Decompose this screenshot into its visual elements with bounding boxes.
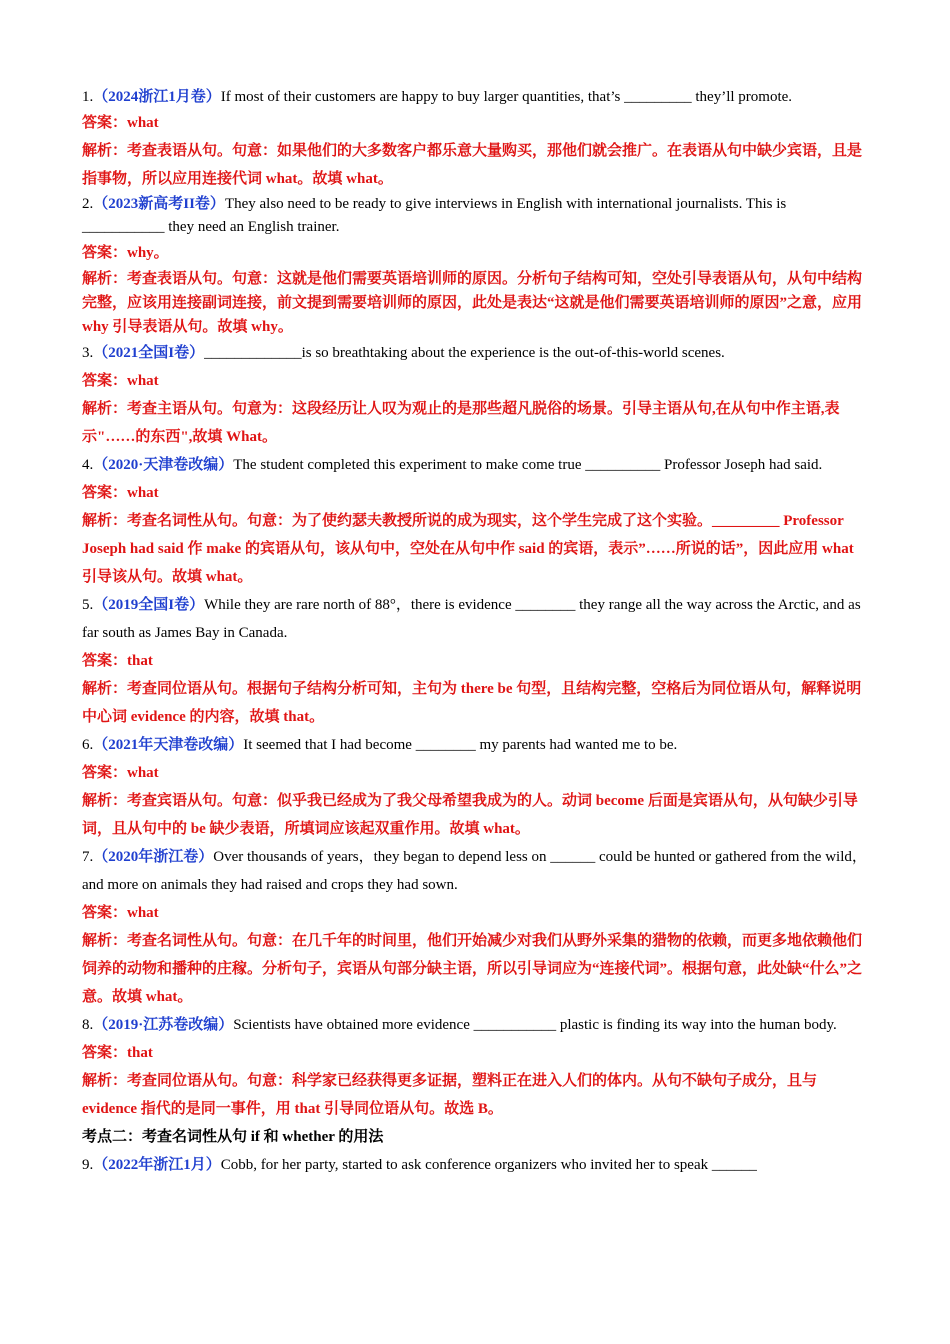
question-source: （2022年浙江1月） [93,1157,221,1173]
question-3 [82,339,872,367]
question-number: 9. [82,1157,94,1173]
question-number: 8. [82,1017,94,1033]
question-text: If most of their customers are happy to buy larger quantities, that’s _________ they’ll promote. [220,89,793,105]
question-source: （2019全国I卷） [93,597,205,613]
answer-8: 答案：that [82,1045,153,1061]
question-2 [82,193,872,239]
question-7 [82,843,872,899]
question-number: 2. [82,196,94,212]
question-1 [82,86,872,109]
question-text: It seemed that I had become ________ my parents had wanted me to be. [243,737,678,753]
explanation-5: 解析：考查同位语从句。根据句子结构分析可知，主句为 there be 句型，且结构完整，空格后为同位语从句，解释说明中心词 evidence 的内容，故填 that。 [82,681,862,725]
explanation-4: 解析：考查名词性从句。句意：为了使约瑟夫教授所说的成为现实，这个学生完成了这个实验。_________ Professor Joseph had said 作 make 的宾语从句，该从句中，空处在从句中作 said 的宾语，表示”……所说的话”，因此应用 what 引导该从句。故填 what。 [82,513,854,585]
question-5 [82,591,872,647]
document-page [82,86,872,1179]
question-4 [82,451,872,479]
explanation-7: 解析：考查名词性从句。句意：在几千年的时间里，他们开始减少对我们从野外采集的猎物的依赖，而更多地依赖他们饲养的动物和播种的庄稼。分析句子，宾语从句部分缺主语，所以引导词应为“连接代词”。根据句意，此处缺“什么”之意。故填 what。 [82,933,863,1005]
question-source: （2024浙江1月卷） [93,89,221,105]
answer-5: 答案：that [82,653,153,669]
answer-4: 答案：what [82,485,159,501]
question-number: 5. [82,597,94,613]
question-text: _____________is so breathtaking about the experience is the out-of-this-world scenes. [204,345,725,361]
question-number: 1. [82,89,94,105]
question-source: （2023新高考II卷） [93,196,225,212]
question-number: 3. [82,345,94,361]
answer-7: 答案：what [82,905,159,921]
question-9 [82,1151,872,1179]
answer-2: 答案：why。 [82,245,169,261]
explanation-3: 解析：考查主语从句。句意为：这段经历让人叹为观止的是那些超凡脱俗的场景。引导主语从句,在从句中作主语,表示"……的东西",故填 What。 [82,401,840,445]
explanation-6: 解析：考查宾语从句。句意：似乎我已经成为了我父母希望我成为的人。动词 become 后面是宾语从句，从句缺少引导词，且从句中的 be 缺少表语，所填词应该起双重作用。故填 what。 [82,793,858,837]
answer-3: 答案：what [82,373,159,389]
question-text: Scientists have obtained more evidence ___________ plastic is finding its way into the human body. [233,1017,837,1033]
answer-6: 答案：what [82,765,159,781]
question-text: The student completed this experiment to make come true __________ Professor Joseph had said. [233,457,823,473]
question-source: （2021全国I卷） [93,345,205,361]
question-source: （2021年天津卷改编） [93,737,244,753]
question-source: （2019·江苏卷改编） [93,1017,234,1033]
question-number: 7. [82,849,94,865]
question-number: 4. [82,457,94,473]
question-source: （2020年浙江卷） [93,849,214,865]
question-text: They also need to be ready to give interviews in English with international journalists. This is ___________ they need an English trainer. [82,196,787,235]
question-text: Cobb, for her party, started to ask conference organizers who invited her to speak ______ [220,1157,757,1173]
question-8 [82,1011,872,1039]
question-number: 6. [82,737,94,753]
question-text: While they are rare north of 88°，there is evidence ________ they range all the way across the Arctic, and as far south as James Bay in Canada. [82,597,861,641]
answer-1: 答案：what [82,115,159,131]
explanation-1: 解析：考查表语从句。句意：如果他们的大多数客户都乐意大量购买，那他们就会推广。在表语从句中缺少宾语，且是指事物，所以应用连接代词 what。故填 what。 [82,143,863,187]
question-text: Over thousands of years，they began to depend less on ______ could be hunted or gathered from the wild，and more on animals they had raised and crops they had sown. [82,849,867,893]
explanation-2: 解析：考查表语从句。句意：这就是他们需要英语培训师的原因。分析句子结构可知，空处引导表语从句，从句中结构完整，应该用连接副词连接，前文提到需要培训师的原因，此处是表达“这就是他们需要英语培训师的原因”之意，应用 why 引导表语从句。故填 why。 [82,271,863,335]
question-source: （2020·天津卷改编） [93,457,234,473]
question-6 [82,731,872,759]
section-title: 考点二：考查名词性从句 if 和 whether 的用法 [82,1129,384,1145]
explanation-8: 解析：考查同位语从句。句意：科学家已经获得更多证据，塑料正在进入人们的体内。从句不缺句子成分，且与 evidence 指代的是同一事件，用 that 引导同位语从句。故选 B。 [82,1073,818,1117]
